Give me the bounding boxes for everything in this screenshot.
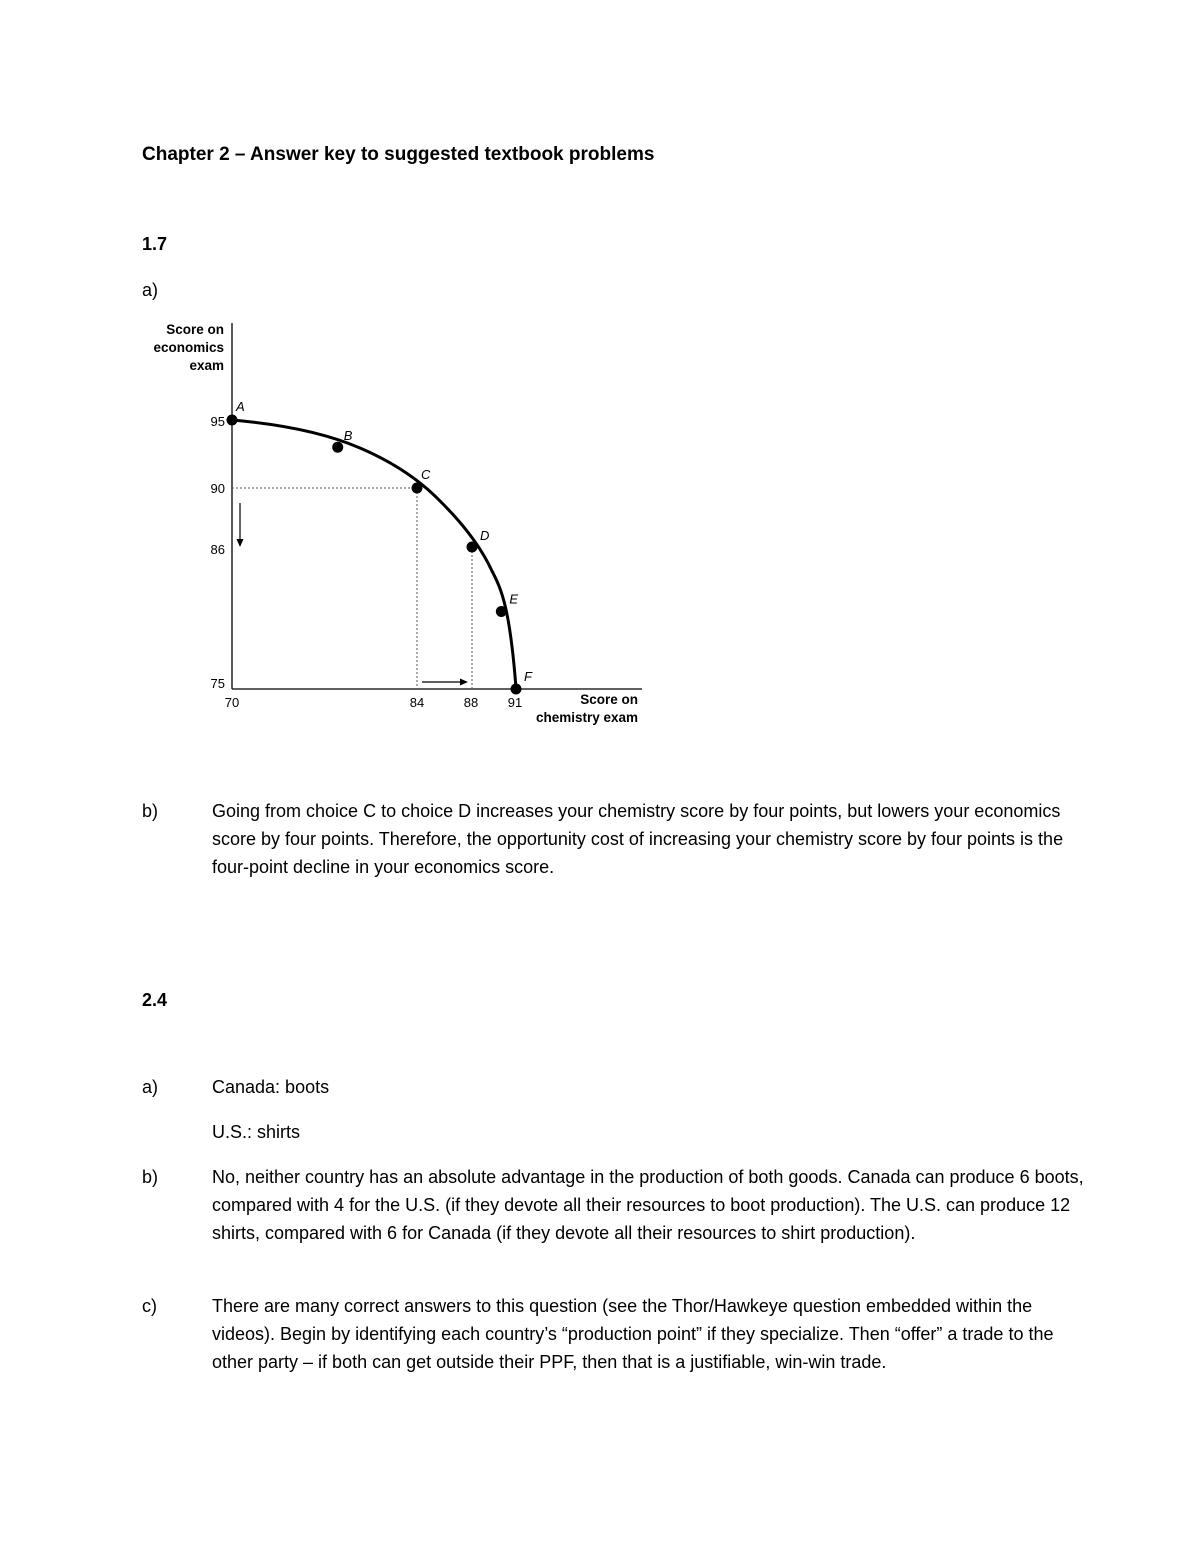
down-arrow-head [237,539,244,547]
part-b-label: b) [142,801,159,821]
point-label-b: B [343,428,353,444]
guide-lines [232,488,472,689]
y-tick-95: 95 [210,414,225,429]
right-arrow-head [460,679,468,686]
point-label-e: E [509,591,519,607]
page-title: Chapter 2 – Answer key to suggested textbook problems [142,144,655,165]
part-b-label-2-4: b) [142,1167,159,1187]
x-axis-title-line-2: chemistry exam [535,710,638,725]
question-number-1-7: 1.7 [142,234,168,254]
point-c [412,483,423,494]
y-axis-title-line-1: Score on [166,322,224,337]
point-label-a: A [236,399,245,414]
ppf-chart [130,315,650,735]
x-axis-title-line-1: Score on [580,692,638,707]
y-tick-labels [211,414,225,691]
arrows [237,503,469,686]
point-label-c: C [421,467,431,482]
point-b [332,442,343,453]
point-d [467,542,478,553]
answer-2-4-a-line-1: Canada: boots [212,1077,330,1097]
x-tick-91: 91 [507,695,523,710]
part-a-label-2-4: a) [142,1077,159,1097]
answer-2-4-b: No, neither country has an absolute advantage in the production of both goods. Canada can produce 6 boots, compared with 4 for the U.S. (if they devote all their resources to boot production). The U.S. can produce 12 shirts, compared with 6 for Canada (if they devote all their resources to shirt production). [212,1167,1084,1243]
y-tick-86: 86 [210,542,225,557]
x-axis-title [536,692,638,725]
answer-2-4-a-line-2: U.S.: shirts [212,1122,301,1142]
point-label-d: D [480,528,490,543]
x-tick-labels [225,695,522,710]
point-e [496,606,507,617]
x-tick-70: 70 [224,695,240,710]
ppf-curve [232,420,519,688]
point-f [511,684,522,695]
part-a-label: a) [142,280,159,300]
x-tick-84: 84 [409,695,425,710]
y-tick-90: 90 [210,481,225,496]
point-a [227,415,238,426]
x-tick-88: 88 [463,695,479,710]
answer-1-7-b: Going from choice C to choice D increases your chemistry score by four points, but lowers your economics score by four points. Therefore, the opportunity cost of increasing your chemistry score by four points is the four-point decline in your economics score. [212,801,1064,877]
y-tick-75: 75 [210,676,225,691]
point-label-f: F [524,669,532,684]
question-number-2-4: 2.4 [142,990,168,1010]
y-axis-title-line-3: exam [189,358,224,373]
part-c-label-2-4: c) [142,1296,157,1316]
y-axis-title [153,322,224,373]
y-axis-title-line-2: economics [153,340,224,355]
answer-2-4-c: There are many correct answers to this question (see the Thor/Hawkeye question embedded within the videos). Begin by identifying each country’s “production point” if they specialize. Then “offer” a trade to the other party – if both can get outside their PPF, then that is a justifiable, win-win trade. [212,1296,1054,1372]
data-points [227,399,534,695]
